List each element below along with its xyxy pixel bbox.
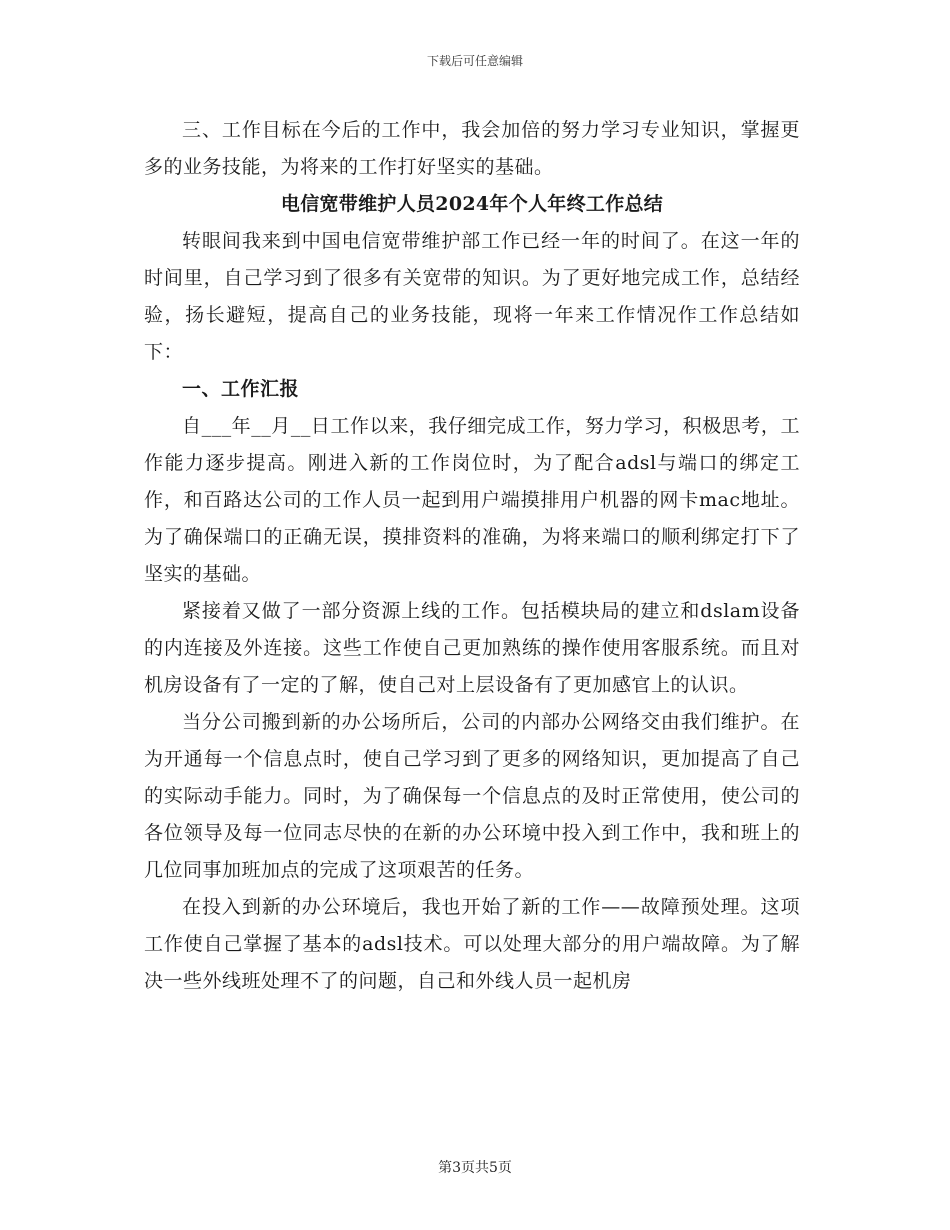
section-heading-work-report: 一、工作汇报 — [182, 378, 300, 400]
paragraph-4: 在投入到新的办公环境后，我也开始了新的工作——故障预处理。这项工作使自己掌握了基本的adsl技术。可以处理大部分的用户端故障。为了解决一些外线班处理不了的问题，自己和外线人员一起机房 — [144, 896, 800, 992]
paragraph-3: 当分公司搬到新的办公场所后，公司的内部办公网络交由我们维护。在为开通每一个信息点时，使自己学习到了更多的网络知识，更加提高了自己的实际动手能力。同时，为了确保每一个信息点的及时正常使用，使公司的各位领导及每一位同志尽快的在新的办公环境中投入到工作中，我和班上的几位同事加班加点的完成了这项艰苦的任务。 — [144, 711, 800, 881]
document-body — [144, 112, 800, 1000]
paragraph-1: 自___年__月__日工作以来，我仔细完成工作，努力学习，积极思考，工作能力逐步提高。刚进入新的工作岗位时，为了配合adsl与端口的绑定工作，和百路达公司的工作人员一起到用户端摸排用户机器的网卡mac地址。为了确保端口的正确无误，摸排资料的准确，为将来端口的顺利绑定打下了坚实的基础。 — [144, 415, 800, 585]
paragraph-work-goal: 三、工作目标在今后的工作中，我会加倍的努力学习专业知识，掌握更多的业务技能，为将来的工作打好坚实的基础。 — [144, 119, 800, 178]
page-header: 下载后可任意编辑 — [426, 54, 523, 68]
paragraph-intro: 转眼间我来到中国电信宽带维护部工作已经一年的时间了。在这一年的时间里，自己学习到了很多有关宽带的知识。为了更好地完成工作，总结经验，扬长避短，提高自己的业务技能，现将一年来工作情况作工作总结如下： — [144, 230, 800, 363]
paragraph-2: 紧接着又做了一部分资源上线的工作。包括模块局的建立和dslam设备的内连接及外连接。这些工作使自己更加熟练的操作使用客服系统。而且对机房设备有了一定的了解，使自己对上层设备有了更加感官上的认识。 — [144, 600, 800, 696]
page-footer: 第3页共5页 — [438, 1160, 512, 1176]
document-title: 电信宽带维护人员2024年个人年终工作总结 — [280, 193, 664, 215]
